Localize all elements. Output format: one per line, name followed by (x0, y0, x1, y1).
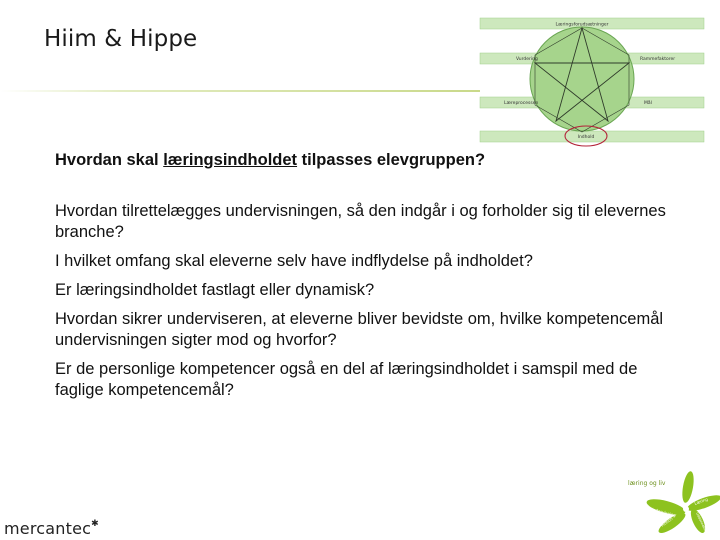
main-question-keyword: læringsindholdet (163, 151, 298, 169)
logo-word: Undervisning (649, 506, 677, 518)
content-area (55, 150, 675, 409)
label-bottom: Indhold (577, 135, 595, 140)
logo-word: Læring (693, 496, 709, 506)
brand-name: mercantec (4, 519, 92, 538)
brand-logo (4, 519, 99, 538)
question-item: Er læringsindholdet fastlagt eller dynamisk? (55, 281, 375, 299)
label-top: Læringsforudsætninger (555, 22, 609, 28)
question-item: Hvordan sikrer underviseren, at eleverne bliver bevidste om, hvilke kompetencemål undervisningen sigter mod og hvorfor? (55, 310, 664, 349)
logo-word: Motion (659, 515, 674, 528)
flower-logo (624, 465, 720, 535)
logo-word: Uddannelse (695, 511, 708, 533)
title-divider (0, 90, 480, 92)
slide-title: Hiim & Hippe (44, 26, 198, 52)
label-left-low: Læreprocessen (504, 101, 539, 106)
label-right-mid: Rammefaktorer (640, 57, 676, 62)
question-item: I hvilket omfang skal eleverne selv have indflydelse på indholdet? (55, 252, 533, 270)
label-right-low: Mål (644, 101, 652, 106)
question-item: Hvordan tilrettelægges undervisningen, så den indgår i og forholder sig til elevernes branche? (55, 202, 666, 241)
brand-mark-icon: ✱ (91, 519, 99, 529)
didactic-relation-diagram (478, 15, 706, 155)
main-question (55, 150, 675, 171)
main-question-end: tilpasses elevgruppen? (297, 151, 486, 169)
diagram-circle (530, 27, 634, 131)
main-question-start: Hvordan skal (55, 151, 164, 169)
logo-caption: læring og liv (628, 480, 666, 487)
question-item: Er de personlige kompetencer også en del af læringsindholdet i samspil med de faglige kompetencemål? (55, 360, 638, 399)
label-left-mid: Vurdering (516, 57, 538, 62)
